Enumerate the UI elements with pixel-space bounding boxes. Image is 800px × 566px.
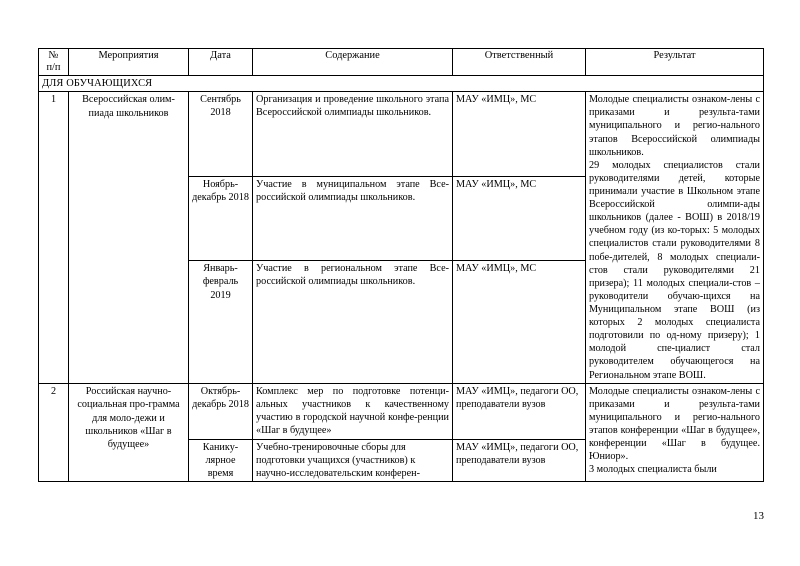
activity-plan-table	[38, 48, 764, 482]
row-date: Канику-лярное время	[189, 439, 253, 482]
row-responsible: МАУ «ИМЦ», МС	[453, 92, 586, 176]
row-number: 2	[39, 383, 69, 482]
row-result-paragraph: Молодые специалисты ознаком-лены с приказами и результа-тами муниципального и регио-нального этапов Всероссийской олимпиады школьников.	[589, 94, 760, 158]
row-date: Ноябрь-декабрь 2018	[189, 176, 253, 260]
row-content: Участие в муниципальном этапе Все-российской олимпиады школьников.	[253, 176, 453, 260]
column-header-responsible: Ответственный	[453, 49, 586, 76]
row-responsible: МАУ «ИМЦ», МС	[453, 176, 586, 260]
row-date: Январь-февраль 2019	[189, 261, 253, 383]
table-row	[39, 383, 764, 439]
section-heading-label: ДЛЯ ОБУЧАЮЩИХСЯ	[39, 75, 764, 91]
section-heading-row	[39, 75, 764, 91]
row-event-name: Российская научно-социальная про-грамма для моло-дежи и школьников «Шаг в будущее»	[69, 383, 189, 482]
row-result-paragraph: 3 молодых специалиста были	[589, 464, 717, 476]
table-row	[39, 92, 764, 176]
row-content: Учебно-тренировочные сборы для подготовки учащихся (участников) к научно-исследовательским конферен-	[253, 439, 453, 482]
row-content: Комплекс мер по подготовке потенци-альных участников к качественному участию в городской научной конфе-ренции «Шаг в будущее»	[253, 383, 453, 439]
column-header-number	[39, 49, 69, 76]
column-header-number-line1: №	[48, 50, 59, 61]
table-body	[39, 75, 764, 481]
table-header-row	[39, 49, 764, 76]
row-date: Сентябрь 2018	[189, 92, 253, 176]
row-result-paragraph: 29 молодых специалистов стали руководителями детей, которые принимали участие в Школьном этапе Всероссийской олимпи-ады школьников (далее - ВОШ) в 2018/19 учебном году (из ко-торых: 5 молодых специалистов стали руководителями 8 побе-дителей, 8 молодых специали-стов стали руководителями 21 призера); 11 молодых специали-стов – руководители обучаю-щихся на Муниципальном этапе ВОШ (из которых 2 молодых специалиста подготовили по од-ному призеру); 1 молодой спе-циалист стал руководителем обучающегося на Региональном этапе ВОШ.	[589, 159, 760, 381]
row-number: 1	[39, 92, 69, 383]
row-responsible: МАУ «ИМЦ», педагоги ОО, преподаватели вузов	[453, 383, 586, 439]
column-header-date: Дата	[189, 49, 253, 76]
row-result	[586, 92, 764, 383]
row-content: Организация и проведение школьного этапа Всероссийской олимпиады школьников.	[253, 92, 453, 176]
row-result-paragraph: Молодые специалисты ознаком-лены с приказами и результа-тами муниципального и регио-нального этапов конференции «Шаг в будущее», конференции «Шаг в будущее. Юниор».	[589, 385, 760, 463]
row-responsible: МАУ «ИМЦ», МС	[453, 261, 586, 383]
column-header-content: Содержание	[253, 49, 453, 76]
row-event-name: Всероссийская олим-пиада школьников	[69, 92, 189, 383]
row-result	[586, 383, 764, 482]
column-header-number-line2: п/п	[46, 61, 61, 73]
table-header	[39, 49, 764, 76]
row-date: Октябрь-декабрь 2018	[189, 383, 253, 439]
row-content: Участие в региональном этапе Все-российской олимпиады школьников.	[253, 261, 453, 383]
column-header-event: Мероприятия	[69, 49, 189, 76]
page-number: 13	[753, 510, 764, 522]
column-header-result: Результат	[586, 49, 764, 76]
activity-plan-table-container	[38, 48, 763, 482]
row-responsible: МАУ «ИМЦ», педагоги ОО, преподаватели вузов	[453, 439, 586, 482]
